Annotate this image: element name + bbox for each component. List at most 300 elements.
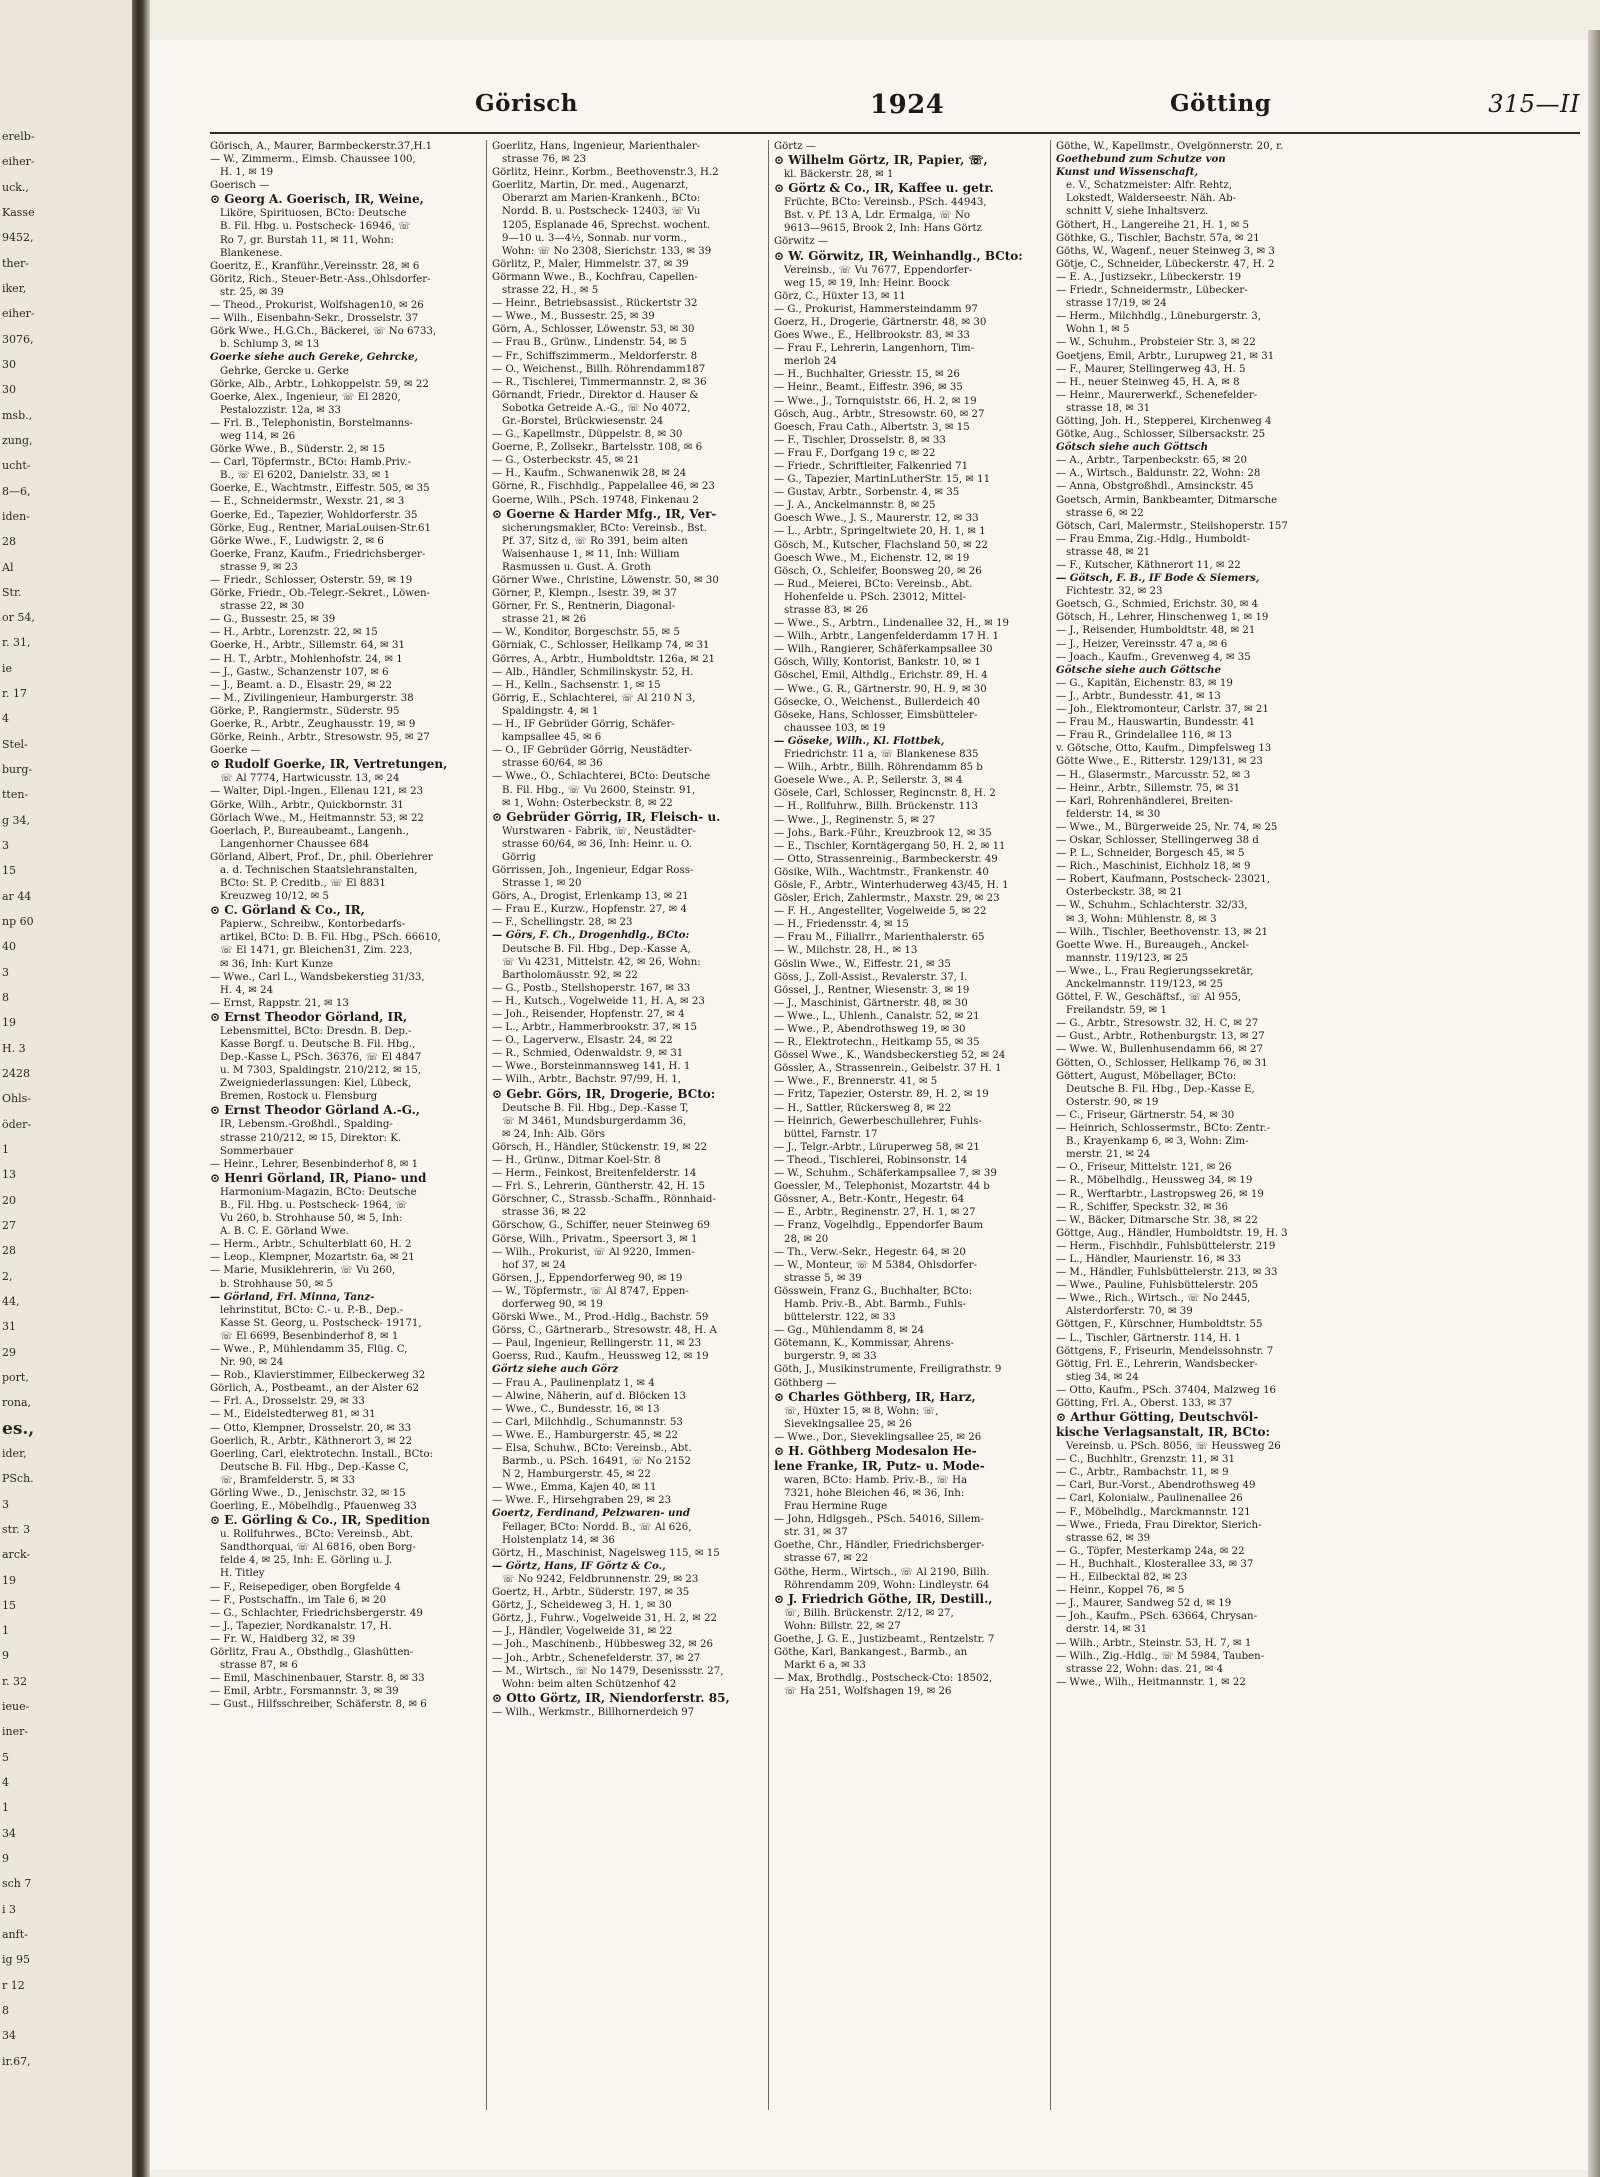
directory-entry: — H., Eilbecktal 82, ✉ 23 xyxy=(1056,1572,1188,1584)
directory-entry: Goerke, Alex., Ingenieur, ☏ El 2820, xyxy=(210,391,401,403)
directory-entry: — G., Töpfer, Mesterkamp 24a, ✉ 22 xyxy=(1056,1545,1245,1557)
directory-entry: ✉ 1, Wohn: Osterbeckstr. 8, ✉ 22 xyxy=(502,797,673,809)
directory-entry: — Frau Emma, Zig.-Hdlg., Humboldt- xyxy=(1056,533,1251,545)
directory-entry: — Joh., Elektromonteur, Carlstr. 37, ✉ 21 xyxy=(1056,704,1269,716)
margin-fragment: 20 xyxy=(2,1193,16,1207)
directory-entry: — Wwe., Carl L., Wandsbekerstieg 31/33, xyxy=(210,971,425,983)
directory-entry: Gössel, J., Rentner, Wiesenstr. 3, ✉ 19 xyxy=(774,984,970,996)
directory-entry: — A., Arbtr., Tarpenbeckstr. 65, ✉ 20 xyxy=(1056,455,1248,467)
directory-entry: — Otto, Kaufm., PSch. 37404, Malzweg 16 xyxy=(1056,1384,1277,1396)
directory-entry: — Görs, F. Ch., Drogenhdlg., BCto: xyxy=(492,929,690,942)
directory-entry: str. 31, ✉ 37 xyxy=(784,1527,848,1539)
margin-fragment: 31 xyxy=(2,1320,16,1334)
directory-entry: Gehrke, Gercke u. Gerke xyxy=(220,365,349,377)
directory-entry: — Wilh., Arbtr., Bachstr. 97/99, H. 1, xyxy=(492,1074,682,1086)
directory-entry: — Wwe., C., Bundesstr. 16, ✉ 13 xyxy=(492,1403,660,1415)
directory-entry: — L., Arbtr., Hammerbrookstr. 37, ✉ 15 xyxy=(492,1022,697,1034)
directory-entry: — Wwe. F., Hirsehgraben 29, ✉ 23 xyxy=(492,1495,672,1507)
directory-entry: Görrissen, Joh., Ingenieur, Edgar Ross- xyxy=(492,864,694,876)
directory-entry: — Otto, Klempner, Drosselstr. 20, ✉ 33 xyxy=(210,1422,412,1434)
directory-entry: — Emil, Arbtr., Forsmannstr. 3, ✉ 39 xyxy=(210,1686,399,1698)
directory-entry: — Joach., Kaufm., Grevenweg 4, ✉ 35 xyxy=(1056,651,1251,663)
margin-fragment: burg- xyxy=(2,763,33,777)
margin-fragment: ie xyxy=(2,661,13,675)
directory-entry: Frau Hermine Ruge xyxy=(784,1501,888,1513)
directory-entry: — Frau F., Lehrerin, Langenhorn, Tim- xyxy=(774,343,975,355)
directory-entry: b. Schlump 3, ✉ 13 xyxy=(220,339,320,351)
directory-entry: — Wilh., Eisenbahn-Sekr., Drosselstr. 37 xyxy=(210,313,419,325)
directory-entry: Görke Wwe., B., Süderstr. 2, ✉ 15 xyxy=(210,444,385,456)
directory-entry: Görlitz, Heinr., Korbm., Beethovenstr.3, H.2 xyxy=(492,167,719,179)
directory-entry: ⊙ Otto Görtz, IR, Niendorferstr. 85, xyxy=(492,1690,730,1705)
directory-entry: Kunst und Wissenschaft, xyxy=(1056,166,1198,179)
directory-entry: Wohn: Billstr. 22, ✉ 27 xyxy=(784,1620,901,1632)
directory-entry: Früchte, BCto: Vereinsb., PSch. 44943, xyxy=(784,197,987,209)
directory-entry: Spaldingstr. 4, ✉ 1 xyxy=(502,705,599,717)
directory-entry: ☏, Bramfelderstr. 5, ✉ 33 xyxy=(220,1474,356,1486)
directory-entry: — J., Gastw., Schanzenstr 107, ✉ 6 xyxy=(210,666,389,678)
margin-fragment: rona, xyxy=(2,1396,32,1410)
margin-fragment: es., xyxy=(2,1418,35,1439)
directory-entry: Görschow, G., Schiffer, neuer Steinweg 69 xyxy=(492,1220,710,1232)
directory-entry: Görner, Fr. S., Rentnerin, Diagonal- xyxy=(492,601,676,613)
directory-entry: Fellager, BCto: Nordd. B., ☏ Al 626, xyxy=(502,1521,692,1533)
directory-entry: Görss, C., Gärtnerarb., Stresowstr. 48, H. A xyxy=(492,1325,717,1337)
directory-entry: strasse 22, Wohn: das. 21, ✉ 4 xyxy=(1066,1663,1224,1675)
directory-entry: Gösecke, O., Weichenst., Bullerdeich 40 xyxy=(774,696,980,708)
directory-entry: — F., Maurer, Stellingerweg 43, H. 5 xyxy=(1056,363,1246,375)
margin-fragment: 19 xyxy=(2,1016,16,1030)
directory-entry: Goes Wwe., E., Hellbrookstr. 83, ✉ 33 xyxy=(774,330,970,342)
directory-entry: — W., Milchstr. 28, H., ✉ 13 xyxy=(774,945,918,957)
directory-entry: Götsch siehe auch Göttsch xyxy=(1056,441,1209,454)
directory-entry: — Heinr., Arbtr., Sillemstr. 75, ✉ 31 xyxy=(1056,782,1241,794)
margin-fragment: öder- xyxy=(2,1117,32,1131)
directory-entry: Osterstr. 90, ✉ 19 xyxy=(1066,1096,1159,1108)
directory-entry: — M., Zivilingenieur, Hamburgerstr. 38 xyxy=(210,692,414,704)
directory-entry: Göthert, H., Langereihe 21, H. 1, ✉ 5 xyxy=(1056,219,1249,231)
margin-fragment: 44, xyxy=(2,1294,20,1308)
directory-entry: — H., neuer Steinweg 45, H. A, ✉ 8 xyxy=(1056,376,1240,388)
directory-entry: Goerss, Rud., Kaufm., Heussweg 12, ✉ 19 xyxy=(492,1351,709,1363)
directory-entry: — Heinr., Maurerwerkf., Schenefelder- xyxy=(1056,389,1258,401)
directory-entry: — Herm., Arbtr., Schulterblatt 60, H. 2 xyxy=(210,1239,412,1251)
directory-entry: Görski Wwe., M., Prod.-Hdlg., Bachstr. 59 xyxy=(492,1312,709,1324)
directory-entry: — Frl. A., Drosselstr. 29, ✉ 33 xyxy=(210,1396,365,1408)
directory-entry: Wohn: ☏ No 2308, Sierichstr. 133, ✉ 39 xyxy=(502,245,712,257)
directory-entry: — Göseke, Wilh., Kl. Flottbek, xyxy=(774,734,945,747)
book-gutter xyxy=(132,0,150,2177)
directory-entry: strasse 76, ✉ 23 xyxy=(502,154,587,166)
directory-entry: Goerz, H., Drogerie, Gärtnerstr. 48, ✉ 30 xyxy=(774,316,987,328)
margin-fragment: 1 xyxy=(2,1801,9,1815)
directory-entry: — W., Töpfermstr., ☏ Al 8747, Eppen- xyxy=(492,1285,689,1297)
margin-fragment: Al xyxy=(2,560,14,574)
directory-entry: ⊙ W. Görwitz, IR, Weinhandlg., BCto: xyxy=(774,248,1023,263)
directory-entry: Markt 6 a, ✉ 33 xyxy=(784,1660,866,1672)
directory-entry: Göthe, Karl, Bankangest., Barmb., an xyxy=(774,1647,968,1659)
directory-entry: Göschel, Emil, Althdlg., Erichstr. 89, H. 4 xyxy=(774,670,988,682)
directory-entry: Görsch, H., Händler, Stückenstr. 19, ✉ 22 xyxy=(492,1141,708,1153)
margin-fragment: 1 xyxy=(2,1624,9,1638)
directory-entry: — Ernst, Rappstr. 21, ✉ 13 xyxy=(210,997,349,1009)
directory-entry: — Theod., Tischlerei, Robinsonstr. 14 xyxy=(774,1154,968,1166)
directory-entry: Görrig, E., Schlachterei, ☏ Al 210 N 3, xyxy=(492,692,696,704)
margin-fragment: ir.67, xyxy=(2,2054,31,2068)
margin-fragment: 30 xyxy=(2,383,16,397)
directory-entry: Waisenhause 1, ✉ 11, Inh: William xyxy=(502,548,680,560)
directory-entry: — M., Wirtsch., ☏ No 1479, Desenissstr. 27, xyxy=(492,1665,724,1677)
directory-entry: — Wwe., P., Abendrothsweg 19, ✉ 30 xyxy=(774,1024,966,1035)
directory-entry: strasse 18, ✉ 31 xyxy=(1066,402,1151,414)
directory-entry: — J. A., Anckelmannstr. 8, ✉ 25 xyxy=(774,500,936,512)
directory-entry: Kreuzweg 10/12, ✉ 5 xyxy=(220,891,330,903)
directory-entry: Pestalozzistr. 12a, ✉ 33 xyxy=(220,404,342,416)
directory-entry: — M., Händler, Fuhlsbüttelerstr. 213, ✉ 33 xyxy=(1056,1267,1278,1279)
margin-fragment: iden- xyxy=(2,509,30,523)
directory-entry: Röhrendamm 209, Wohn: Lindleystr. 64 xyxy=(784,1579,990,1591)
directory-entry: e. V., Schatzmeister: Alfr. Rehtz, xyxy=(1066,180,1232,192)
directory-entry: Bst. v. Pf. 13 A, Ldr. Ermalga, ☏ No xyxy=(784,210,970,222)
directory-entry: Goerling, E., Möbelhdlg., Pfauenweg 33 xyxy=(210,1501,417,1513)
directory-entry: Götsch, H., Lehrer, Hinschenweg 1, ✉ 19 xyxy=(1056,612,1269,624)
directory-entry: — Theod., Prokurist, Wolfshagen10, ✉ 26 xyxy=(210,300,424,312)
margin-fragment: r 12 xyxy=(2,1978,25,1992)
directory-entry: Vu 260, b. Strohhause 50, ✉ 5, Inh: xyxy=(220,1213,403,1225)
directory-entry: Friedrichstr. 11 a, ☏ Blankenese 835 xyxy=(784,749,979,761)
directory-entry: Göttert, August, Möbellager, BCto: xyxy=(1056,1070,1237,1082)
directory-entry: — Wwe., O., Schlachterei, BCto: Deutsche xyxy=(492,771,711,783)
directory-entry: Görlitz, P., Maler, Himmelstr. 37, ✉ 39 xyxy=(492,258,689,270)
directory-entry: — O., Friseur, Mittelstr. 121, ✉ 26 xyxy=(1056,1162,1232,1174)
directory-entry: Görner, P., Klempn., Isestr. 39, ✉ 37 xyxy=(492,588,677,600)
directory-entry: Görtz — xyxy=(774,141,817,152)
directory-entry: 9613—9615, Brook 2, Inh: Hans Görtz xyxy=(784,223,982,235)
directory-entry: Wohn: beim alten Schützenhof 42 xyxy=(502,1678,677,1690)
directory-entry: Liköre, Spirituosen, BCto: Deutsche xyxy=(220,208,407,220)
directory-entry: — Elsa, Schuhw., BCto: Vereinsb., Abt. xyxy=(492,1443,692,1454)
directory-entry: ⊙ Gebr. Görs, IR, Drogerie, BCto: xyxy=(492,1086,716,1101)
directory-entry: strasse 36, ✉ 22 xyxy=(502,1207,587,1219)
directory-entry: — Walter, Dipl.-Ingen., Ellenau 121, ✉ 23 xyxy=(210,786,424,798)
running-header xyxy=(210,90,1580,130)
directory-entry: strasse 9, ✉ 23 xyxy=(220,561,298,573)
directory-entry: artikel, BCto: D. B. Fil. Hbg., PSch. 66610, xyxy=(220,932,441,944)
directory-entry: Sandthorquai, ☏ Al 6816, oben Borg- xyxy=(220,1542,416,1554)
directory-entry: Görres, A., Arbtr., Humboldtstr. 126a, ✉ 21 xyxy=(492,653,716,665)
directory-entry: — R., Tischlerei, Timmermannstr. 2, ✉ 36 xyxy=(492,376,707,388)
directory-entry: Götsch, Carl, Malermstr., Steilshoperstr. 157 xyxy=(1056,520,1288,532)
directory-entry: — Görland, Frl. Minna, Tanz- xyxy=(210,1290,375,1303)
directory-entry: — John, Hdlgsgeh., PSch. 54016, Sillem- xyxy=(774,1514,984,1526)
directory-entry: ⊙ J. Friedrich Göthe, IR, Destill., xyxy=(774,1591,993,1606)
directory-entry: — Wilh., Arbtr., Billh. Röhrendamm 85 b xyxy=(774,762,983,774)
directory-entry: — Friedr., Schriftleiter, Falkenried 71 xyxy=(774,460,969,472)
directory-entry: — O., IF Gebrüder Görrig, Neustädter- xyxy=(492,745,693,757)
directory-entry: Görke, Reinh., Arbtr., Stresowstr. 95, ✉ 27 xyxy=(210,732,430,744)
directory-entry: dorferweg 90, ✉ 19 xyxy=(502,1298,603,1310)
directory-entry: Goerlitz, Hans, Ingenieur, Marienthaler- xyxy=(492,141,701,152)
directory-entry: — Wwe., Pauline, Fuhlsbüttelerstr. 205 xyxy=(1056,1280,1259,1292)
directory-entry: Goethe, Chr., Händler, Friedrichsberger- xyxy=(774,1540,985,1552)
directory-entry: Göritz, Rich., Steuer-Betr.-Ass.,Ohlsdorfer- xyxy=(210,273,431,285)
directory-entry: — Marie, Musiklehrerin, ☏ Vu 260, xyxy=(210,1265,396,1277)
directory-entry: — Herm., Milchhdlg., Lüneburgerstr. 3, xyxy=(1056,311,1261,323)
directory-entry: ☏, Hüxter 15, ✉ 8, Wohn: ☏, xyxy=(784,1405,939,1417)
directory-entry: strasse 5, ✉ 39 xyxy=(784,1272,862,1284)
directory-entry: Görse, Wilh., Privatm., Speersort 3, ✉ 1 xyxy=(492,1233,698,1245)
directory-entry: — Frau B., Grünw., Lindenstr. 54, ✉ 5 xyxy=(492,337,687,349)
directory-entry: Görke, P., Rangiermstr., Süderstr. 95 xyxy=(210,705,400,717)
directory-entry: Kasse St. Georg, u. Postscheck- 19171, xyxy=(220,1317,422,1329)
directory-entry: — Fritz, Tapezier, Osterstr. 89, H. 2, ✉ 19 xyxy=(774,1089,989,1101)
margin-fragment: iner- xyxy=(2,1725,29,1739)
directory-entry: ⊙ C. Görland & Co., IR, xyxy=(210,903,365,918)
directory-entry: Götte Wwe., E., Ritterstr. 129/131, ✉ 23 xyxy=(1056,756,1263,768)
directory-entry: — R., Elektrotechn., Heitkamp 55, ✉ 35 xyxy=(774,1037,980,1049)
margin-fragment: 28 xyxy=(2,535,16,549)
directory-entry: Sommerbauer xyxy=(220,1145,294,1157)
directory-entry: Goerne, P., Zollsekr., Bartelsstr. 108, ✉ 6 xyxy=(492,442,703,454)
margin-fragment: np 60 xyxy=(2,915,34,929)
directory-entry: kische Verlagsanstalt, IR, BCto: xyxy=(1056,1425,1270,1440)
directory-entry: Görlach Wwe., M., Heitmannstr. 53, ✉ 22 xyxy=(210,812,424,824)
margin-fragment: Str. xyxy=(2,585,22,599)
directory-entry: Langenhorner Chaussee 684 xyxy=(220,838,369,850)
margin-fragment: eiher- xyxy=(2,307,35,321)
directory-entry: sicherungsmakler, BCto: Vereinsb., Bst. xyxy=(502,522,707,534)
margin-fragment: Stel- xyxy=(2,737,28,751)
directory-entry: Papierw., Schreibw., Kontorbedarfs- xyxy=(220,919,406,931)
directory-entry: — Gustav, Arbtr., Sorbenstr. 4, ✉ 35 xyxy=(774,487,960,499)
directory-entry: — Frl. B., Telephonistin, Borstelmanns- xyxy=(210,417,413,429)
directory-entry: merloh 24 xyxy=(784,356,837,368)
directory-entry: A. B. C. E. Görland Wwe. xyxy=(220,1226,349,1238)
directory-entry: Gösele, Carl, Schlosser, Regincnstr. 8, H. 2 xyxy=(774,788,996,800)
directory-entry: Deutsche B. Fil. Hbg., Dep.-Kasse T, xyxy=(502,1102,689,1114)
margin-fragment: msb., xyxy=(2,408,33,422)
margin-fragment: 19 xyxy=(2,1573,16,1587)
directory-entry: — Frl. S., Lehrerin, Güntherstr. 42, H. 15 xyxy=(492,1181,705,1193)
directory-entry: waren, BCto: Hamb. Priv.-B., ☏ Ha xyxy=(784,1474,968,1486)
header-year: 1924 xyxy=(870,90,945,120)
directory-entry: Gösch, O., Schleifer, Boonsweg 20, ✉ 26 xyxy=(774,565,982,577)
directory-entry: Gösch, Willy, Kontorist, Bankstr. 10, ✉ 1 xyxy=(774,657,981,669)
directory-entry: — J., Maurer, Sandweg 52 d, ✉ 19 xyxy=(1056,1598,1232,1610)
directory-entry: Goerne, Wilh., PSch. 19748, Finkenau 2 xyxy=(492,494,699,506)
directory-entry: Görke, Alb., Arbtr., Lohkoppelstr. 59, ✉ 22 xyxy=(210,378,429,390)
directory-entry: — Wilh., Tischler, Beethovenstr. 13, ✉ 21 xyxy=(1056,926,1268,938)
directory-entry: Görland, Albert, Prof., Dr., phil. Oberlehrer xyxy=(210,851,433,863)
margin-fragment: tten- xyxy=(2,788,29,802)
directory-entry: — G., Postb., Stellshoperstr. 167, ✉ 33 xyxy=(492,982,691,994)
margin-fragment: 3 xyxy=(2,1497,9,1511)
directory-entry: ✉ 24, Inh: Alb. Görs xyxy=(502,1128,606,1140)
margin-fragment: 13 xyxy=(2,1168,16,1182)
directory-entry: — Carl, Bur.-Vorst., Abendrothsweg 49 xyxy=(1056,1480,1256,1492)
directory-entry: Vereinsb., ☏ Vu 7677, Eppendorfer- xyxy=(784,264,973,276)
directory-entry: Görtz, H., Maschinist, Nagelsweg 115, ✉ 15 xyxy=(492,1547,720,1559)
directory-entry: — Wilh., Zig.-Hdlg., ☏ M 5984, Tauben- xyxy=(1056,1650,1265,1662)
directory-entry: ☏ El 6699, Besenbinderhof 8, ✉ 1 xyxy=(220,1330,399,1342)
directory-entry: Götsche siehe auch Göttsche xyxy=(1056,663,1221,676)
directory-entry: Goette Wwe. H., Bureaugeh., Anckel- xyxy=(1056,939,1249,951)
directory-entry: ⊙ Rudolf Goerke, IR, Vertretungen, xyxy=(210,757,448,772)
directory-entry: — Alwine, Näherin, auf d. Blöcken 13 xyxy=(492,1390,687,1402)
directory-entry: Görke, Friedr., Ob.-Telegr.-Sekret., Löwen- xyxy=(210,588,431,600)
directory-entry: B., Fil. Hbg. u. Postscheck- 1964, ☏ xyxy=(220,1199,408,1211)
directory-entry: Goertz, H., Arbtr., Süderstr. 197, ✉ 35 xyxy=(492,1587,690,1599)
directory-entry: Dep.-Kasse L, PSch. 36376, ☏ El 4847 xyxy=(220,1052,422,1064)
directory-entry: — F., Reisepediger, oben Borgfelde 4 xyxy=(210,1581,401,1593)
directory-entry: — Wilh., Rangierer, Schäferkampsallee 30 xyxy=(774,644,993,656)
directory-entry: Hohenfelde u. PSch. 23012, Mittel- xyxy=(784,591,967,603)
directory-entry: — Joh., Kaufm., PSch. 63664, Chrysan- xyxy=(1056,1611,1258,1623)
directory-entry: ☏ Vu 4231, Mittelstr. 42, ✉ 26, Wohn: xyxy=(502,956,701,968)
directory-entry: 7321, hohe Bleichen 46, ✉ 36, Inh: xyxy=(784,1488,965,1499)
directory-entry: büttelerstr. 122, ✉ 33 xyxy=(784,1312,896,1324)
directory-entry: — O., Weichenst., Billh. Röhrendamm187 xyxy=(492,363,706,375)
directory-entry: Götje, C., Schneider, Lübeckerstr. 47, H. 2 xyxy=(1056,258,1275,270)
directory-entry: — H., IF Gebrüder Görrig, Schäfer- xyxy=(492,719,675,731)
directory-entry: Görke, Wilh., Arbtr., Quickbornstr. 31 xyxy=(210,799,404,811)
directory-entry: — Wwe., Rich., Wirtsch., ☏ No 2445, xyxy=(1056,1293,1251,1305)
directory-entry: — H., Buchhalter, Griesstr. 15, ✉ 26 xyxy=(774,369,960,381)
margin-fragment: 3 xyxy=(2,965,9,979)
directory-entry: — Wwe. W., Bullenhusendamm 66, ✉ 27 xyxy=(1056,1044,1263,1056)
directory-entry: — F., Möbelhdlg., Marckmannstr. 121 xyxy=(1056,1506,1251,1518)
margin-fragment: 2428 xyxy=(2,1067,30,1080)
directory-entry: Görk Wwe., H.G.Ch., Bäckerei, ☏ No 6733, xyxy=(210,326,437,338)
directory-entry: — Emil, Maschinenbauer, Starstr. 8, ✉ 33 xyxy=(210,1673,425,1685)
directory-entry: Vereinsb. u. PSch. 8056, ☏ Heussweg 26 xyxy=(1066,1441,1281,1453)
directory-entry: Goessler, M., Telephonist, Mozartstr. 44 b xyxy=(774,1181,990,1193)
directory-entry: Goerlach, P., Bureaubeamt., Langenh., xyxy=(210,825,409,837)
margin-fragment: iker, xyxy=(2,281,27,295)
directory-entry: Göslin Wwe., W., Eiffestr. 21, ✉ 35 xyxy=(774,958,951,970)
directory-entry: — Carl, Kolonialw., Paulinenallee 26 xyxy=(1056,1493,1243,1505)
directory-entry: strasse 83, ✉ 26 xyxy=(784,605,869,616)
directory-entry: Oberarzt am Marien-Krankenh., BCto: xyxy=(502,193,701,205)
directory-entry: Nr. 90, ✉ 24 xyxy=(220,1357,284,1369)
column-3 xyxy=(774,140,1034,2110)
directory-entry: hof 37, ✉ 24 xyxy=(502,1259,566,1271)
directory-entry: ✉ 3, Wohn: Mühlenstr. 8, ✉ 3 xyxy=(1066,913,1217,925)
directory-entry: schnitt V, siehe Inhaltsverz. xyxy=(1066,206,1209,218)
directory-entry: strasse 210/212, ✉ 15, Direktor: K. xyxy=(220,1132,402,1144)
directory-entry: strasse 60/64, ✉ 36 xyxy=(502,758,603,770)
directory-entry: ⊙ H. Göthberg Modesalon He- xyxy=(774,1443,977,1458)
margin-fragment: zung, xyxy=(2,433,33,447)
margin-fragment: or 54, xyxy=(2,611,35,625)
directory-entry: — M., Eidelstedterweg 81, ✉ 31 xyxy=(210,1409,376,1421)
directory-entry: Zweigniederlassungen: Kiel, Lübeck, xyxy=(220,1078,412,1090)
previous-page-margin xyxy=(0,0,132,2177)
directory-entry: — H. T., Arbtr., Mohlenhofstr. 24, ✉ 1 xyxy=(210,653,403,665)
directory-entry: — H., Friedensstr. 4, ✉ 15 xyxy=(774,919,909,931)
directory-entry: Goesch Wwe., J. S., Maurerstr. 12, ✉ 33 xyxy=(774,513,979,525)
directory-entry: — Frau A., Paulinenplatz 1, ✉ 4 xyxy=(492,1377,655,1389)
directory-entry: ⊙ Arthur Götting, Deutschvöl- xyxy=(1056,1410,1259,1425)
directory-entry: — Heinr., Beamt., Eiffestr. 396, ✉ 35 xyxy=(774,382,963,394)
directory-entry: — P. L., Schneider, Borgesch 45, ✉ 5 xyxy=(1056,848,1245,860)
directory-entry: strasse 48, ✉ 21 xyxy=(1066,546,1151,558)
directory-entry: Goesch Wwe., M., Eichenstr. 12, ✉ 19 xyxy=(774,552,970,564)
directory-entry: — Franz, Vogelhdlg., Eppendorfer Baum xyxy=(774,1220,984,1232)
directory-entry: B., ☏ El 6202, Danielstr. 33, ✉ 1 xyxy=(220,470,391,482)
directory-entry: BCto: St. P. Creditb., ☏ El 8831 xyxy=(220,878,386,890)
directory-entry: Görner Wwe., Christine, Löwenstr. 50, ✉ 30 xyxy=(492,575,719,586)
directory-entry: — Wwe., Borsteinmannsweg 141, H. 1 xyxy=(492,1061,691,1073)
directory-entry: — Th., Verw.-Sekr., Hegestr. 64, ✉ 20 xyxy=(774,1246,966,1258)
directory-entry: Goethe, J. G. E., Justizbeamt., Rentzelstr. 7 xyxy=(774,1633,995,1645)
directory-entry: Görne, R., Fischhdlg., Pappelallee 46, ✉ 23 xyxy=(492,481,715,493)
directory-entry: — R., Schmied, Odenwaldstr. 9, ✉ 31 xyxy=(492,1048,684,1060)
directory-entry: — Frau M., Hauswartin, Bundesstr. 41 xyxy=(1056,717,1256,729)
directory-entry: — G., Tapezier, MartinLutherStr. 15, ✉ 11 xyxy=(774,474,991,486)
margin-fragment: 3 xyxy=(2,839,9,853)
directory-entry: — Friedr., Schlosser, Osterstr. 59, ✉ 19 xyxy=(210,575,413,586)
directory-entry: — J., Tapezier, Nordkanalstr. 17, H. xyxy=(210,1620,392,1632)
directory-entry: — H., Kaufm., Schwanenwik 28, ✉ 24 xyxy=(492,468,687,480)
margin-fragment: uck., xyxy=(2,180,29,194)
directory-entry: Blankenese. xyxy=(220,247,283,259)
directory-entry: — G., Kapellmstr., Düppelstr. 8, ✉ 30 xyxy=(492,429,683,441)
directory-entry: b. Strohhause 50, ✉ 5 xyxy=(220,1278,334,1290)
margin-fragment: 28 xyxy=(2,1244,16,1258)
directory-entry: Görschner, C., Strassb.-Schaffn., Rönnhaid- xyxy=(492,1194,716,1206)
directory-entry: Görn, A., Schlosser, Löwenstr. 53, ✉ 30 xyxy=(492,324,695,336)
directory-entry: — Robert, Kaufmann, Postscheck- 23021, xyxy=(1056,874,1271,886)
directory-entry: stieg 34, ✉ 24 xyxy=(1066,1371,1139,1383)
directory-entry: — W., Schuhm., Schäferkampsallee 7, ✉ 39 xyxy=(774,1168,997,1180)
directory-entry: strasse 60/64, ✉ 36, Inh: Heinr. u. O. xyxy=(502,838,692,850)
directory-entry: Göttel, F. W., Geschäftsf., ☏ Al 955, xyxy=(1056,992,1242,1004)
directory-entry: Goesele Wwe., A. P., Seilerstr. 3, ✉ 4 xyxy=(774,775,963,787)
margin-fragment: port, xyxy=(2,1370,29,1384)
directory-entry: Göttgens, F., Friseurin, Mendelssohnstr. 7 xyxy=(1056,1345,1274,1357)
directory-entry: — L., Arbtr., Springeltwiete 20, H. 1, ✉ 1 xyxy=(774,526,986,538)
directory-entry: Gösike, Wilh., Wachtmstr., Frankenstr. 40 xyxy=(774,866,989,878)
margin-fragment: 9 xyxy=(2,1649,9,1663)
margin-fragment: g 34, xyxy=(2,813,31,827)
directory-entry: — Frau E., Kurzw., Hopfenstr. 27, ✉ 4 xyxy=(492,904,687,916)
directory-entry: Pf. 37, Sitz d, ☏ Ro 391, beim alten xyxy=(502,535,688,547)
directory-entry: Göthe, Herm., Wirtsch., ☏ Al 2190, Billh. xyxy=(774,1566,990,1578)
directory-entry: strasse 21, ✉ 26 xyxy=(502,614,587,626)
directory-entry: — E., Arbtr., Reginenstr. 27, H. 1, ✉ 27 xyxy=(774,1207,976,1219)
directory-entry: Görz, C., Hüxter 13, ✉ 11 xyxy=(774,290,906,302)
directory-entry: — W., Bäcker, Ditmarsche Str. 38, ✉ 22 xyxy=(1056,1214,1258,1226)
margin-fragment: 8—6, xyxy=(2,484,31,498)
directory-entry: — Wwe. E., Hamburgerstr. 45, ✉ 22 xyxy=(492,1429,678,1441)
directory-entry: — Gust., Arbtr., Rothenburgstr. 13, ✉ 27 xyxy=(1056,1031,1265,1043)
margin-fragment: 3076, xyxy=(2,332,34,346)
directory-entry: — H., Rollfuhrw., Billh. Brückenstr. 113 xyxy=(774,801,979,813)
directory-entry: — Leop., Klempner, Mozartstr. 6a, ✉ 21 xyxy=(210,1252,415,1264)
directory-entry: — F., Kutscher, Käthnerort 11, ✉ 22 xyxy=(1056,560,1241,571)
directory-entry: Göthberg — xyxy=(774,1377,837,1389)
directory-entry: — G., Prokurist, Hammersteindamm 97 xyxy=(774,303,978,315)
directory-entry: ☏ M 3461, Mundsburgerdamm 36, xyxy=(502,1115,687,1127)
directory-entry: ⊙ Goerne & Harder Mfg., IR, Ver- xyxy=(492,506,717,521)
column-4 xyxy=(1056,140,1316,2110)
directory-entry: — Friedr., Schneidermstr., Lübecker- xyxy=(1056,285,1248,297)
directory-entry: — H., Kelln., Sachsenstr. 1, ✉ 15 xyxy=(492,679,661,691)
directory-entry: Görsen, J., Eppendorferweg 90, ✉ 19 xyxy=(492,1272,683,1284)
directory-entry: Goerlitz, Martin, Dr. med., Augenarzt, xyxy=(492,180,689,192)
margin-fragment: str. 3 xyxy=(2,1522,31,1536)
